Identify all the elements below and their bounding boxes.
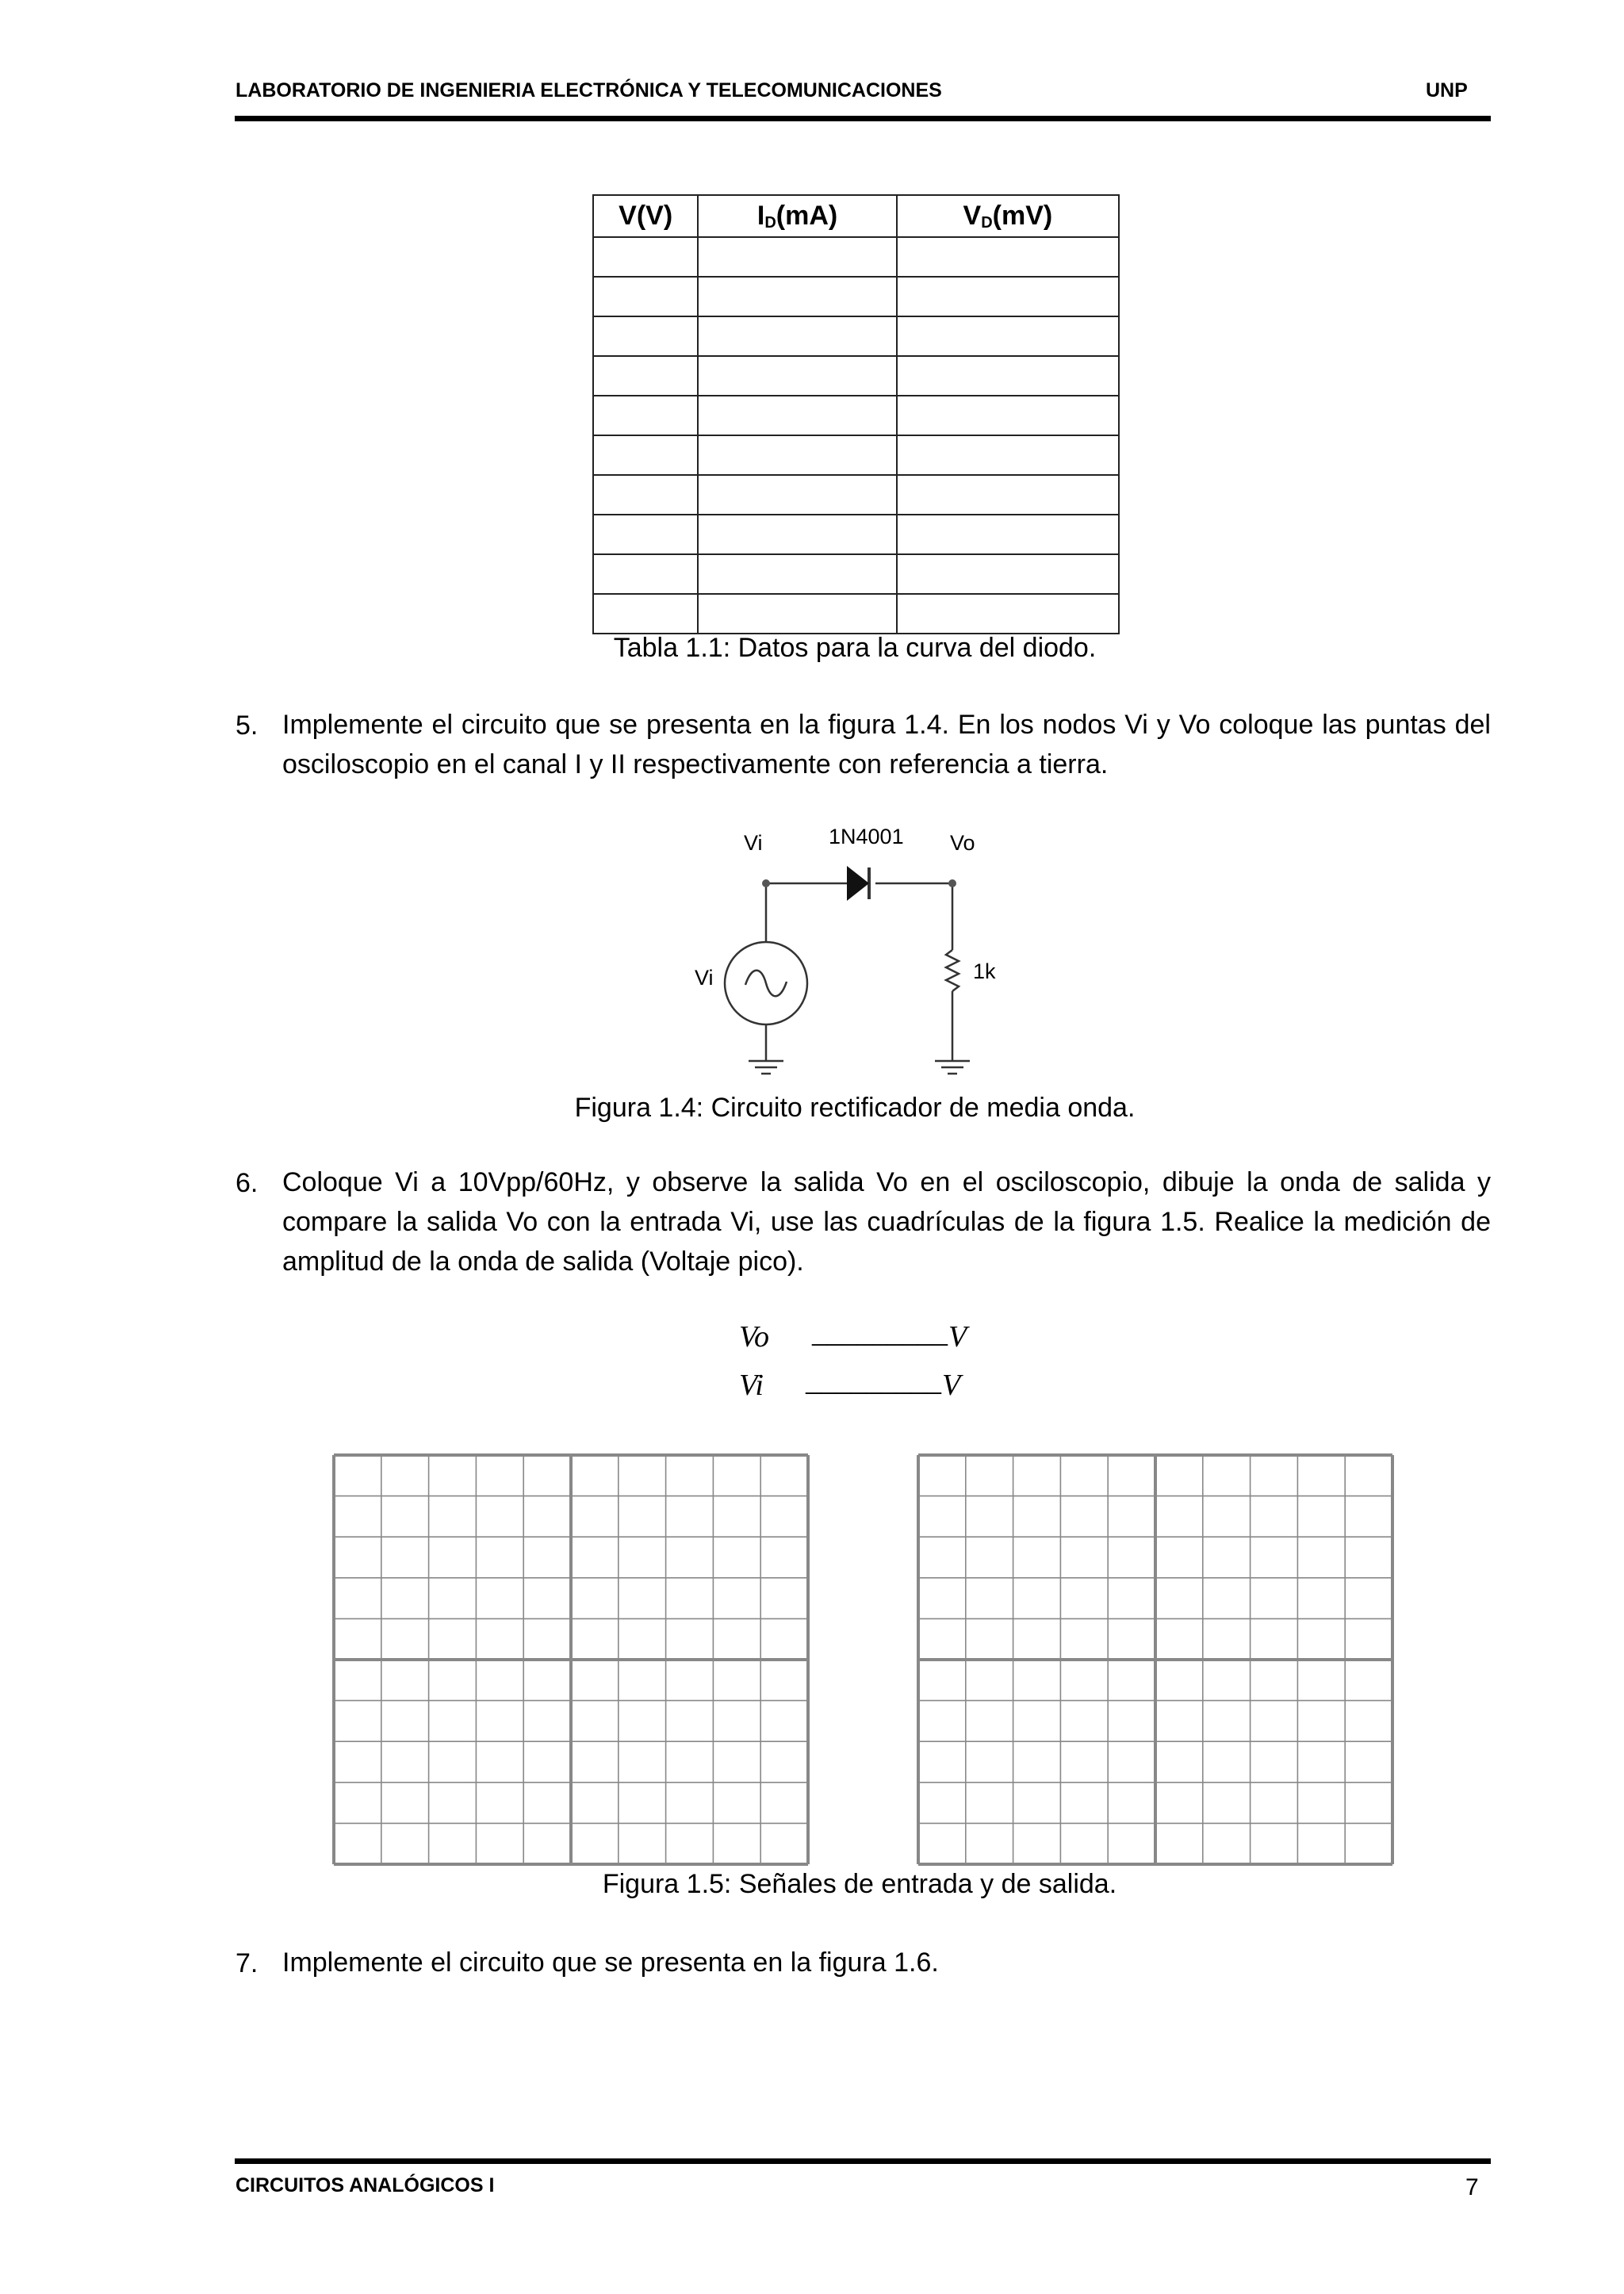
item-6-line-1: Coloque Vi a 10Vpp/60Hz, y observe la salida Vo en el osciloscopio, dibuje la onda de salida y — [282, 1167, 1491, 1197]
table-row — [593, 396, 1119, 435]
table-row — [593, 237, 1119, 277]
table-cell — [698, 435, 896, 475]
ground-right-icon — [935, 1061, 970, 1074]
table-cell — [897, 475, 1119, 515]
table-row — [593, 554, 1119, 594]
item-5-text — [282, 705, 1491, 784]
table-cell — [897, 316, 1119, 356]
measure-vo-blank: _________ — [812, 1316, 948, 1349]
label-diode-part: 1N4001 — [829, 825, 904, 848]
table-cell — [897, 237, 1119, 277]
figure-1-4-caption: Figura 1.4: Circuito rectificador de media onda. — [574, 1093, 1136, 1123]
table-cell — [698, 515, 896, 554]
table-cell — [593, 316, 698, 356]
table-cell — [593, 435, 698, 475]
table-row — [593, 475, 1119, 515]
col-header-current: $I_D(mA)$ — [698, 195, 896, 237]
table-cell — [897, 356, 1119, 396]
header-title: LABORATORIO DE INGENIERIA ELECTRÓNICA Y TELECOMUNICACIONES — [236, 79, 942, 101]
table-cell — [897, 277, 1119, 316]
table-row — [593, 277, 1119, 316]
table-cell — [698, 475, 896, 515]
table-cell — [698, 237, 896, 277]
item-5-line-2: osciloscopio en el canal I y II respectivamente con referencia a tierra. — [282, 749, 1109, 779]
item-5-line-1: Implemente el circuito que se presenta en la figura 1.4. En los nodos Vi y Vo coloque las puntas del — [282, 710, 1491, 740]
header-org: UNP — [1426, 79, 1468, 101]
item-6-line-2: compare la salida Vo con la entrada Vi, use las cuadrículas de la figura 1.5. Realice la medición de — [282, 1207, 1491, 1237]
table-row — [593, 594, 1119, 634]
node-vi-dot — [762, 879, 770, 887]
table-cell — [593, 515, 698, 554]
table-cell — [698, 316, 896, 356]
table-caption: Tabla 1.1: Datos para la curva del diodo. — [613, 633, 1097, 663]
table-cell — [593, 475, 698, 515]
table-cell — [593, 554, 698, 594]
oscilloscope-grid-input — [331, 1453, 810, 1867]
item-6-line-3: amplitud de la onda de salida (Voltaje pico). — [282, 1247, 804, 1277]
measure-vi-unit: V — [942, 1369, 961, 1402]
table-cell — [698, 396, 896, 435]
table-row — [593, 356, 1119, 396]
table-cell — [593, 356, 698, 396]
diode-data-table — [592, 194, 1120, 634]
item-7-text — [282, 1943, 1491, 1982]
table-row — [593, 515, 1119, 554]
item-7-number: 7. — [236, 1948, 259, 1978]
diode-icon — [847, 866, 869, 901]
label-resistor-value: 1k — [973, 959, 996, 983]
table-cell — [897, 396, 1119, 435]
table-cell — [897, 515, 1119, 554]
header-rule — [235, 116, 1491, 121]
item-6-text — [282, 1162, 1491, 1281]
label-node-vi: Vi — [744, 831, 763, 855]
node-vo-dot — [948, 879, 956, 887]
ground-left-icon — [749, 1061, 783, 1074]
item-7-line-1: Implemente el circuito que se presenta en la figura 1.6. — [282, 1947, 939, 1978]
figure-1-5-caption: Figura 1.5: Señales de entrada y de salida. — [602, 1869, 1117, 1899]
label-node-vo: Vo — [950, 831, 975, 855]
sine-icon — [745, 971, 787, 997]
item-6-number: 6. — [236, 1168, 259, 1198]
table-cell — [698, 594, 896, 634]
footer-rule — [235, 2158, 1491, 2164]
table-cell — [698, 277, 896, 316]
measure-vi-blank: _________ — [806, 1364, 941, 1397]
label-source-vi: Vi — [695, 966, 714, 990]
measure-vi-label: Vi — [739, 1369, 764, 1402]
col-header-diode-voltage: $V_D(mV)$ — [897, 195, 1119, 237]
table-cell — [593, 277, 698, 316]
footer-course: CIRCUITOS ANALÓGICOS I — [236, 2174, 495, 2196]
table-cell — [593, 237, 698, 277]
resistor-symbol — [946, 950, 959, 991]
col-header-voltage: V(V) — [593, 195, 698, 237]
table-row — [593, 435, 1119, 475]
page-number: 7 — [1465, 2174, 1479, 2200]
table-cell — [593, 396, 698, 435]
table-header-row — [593, 195, 1119, 237]
table-cell — [897, 594, 1119, 634]
oscilloscope-grid-output — [916, 1453, 1395, 1867]
table-cell — [593, 594, 698, 634]
table-cell — [897, 554, 1119, 594]
table-cell — [698, 554, 896, 594]
item-5-number: 5. — [236, 710, 259, 741]
table-row — [593, 316, 1119, 356]
table-cell — [698, 356, 896, 396]
table-cell — [897, 435, 1119, 475]
measure-vo-unit: V — [948, 1320, 967, 1354]
measure-vo-label: Vo — [739, 1320, 769, 1354]
